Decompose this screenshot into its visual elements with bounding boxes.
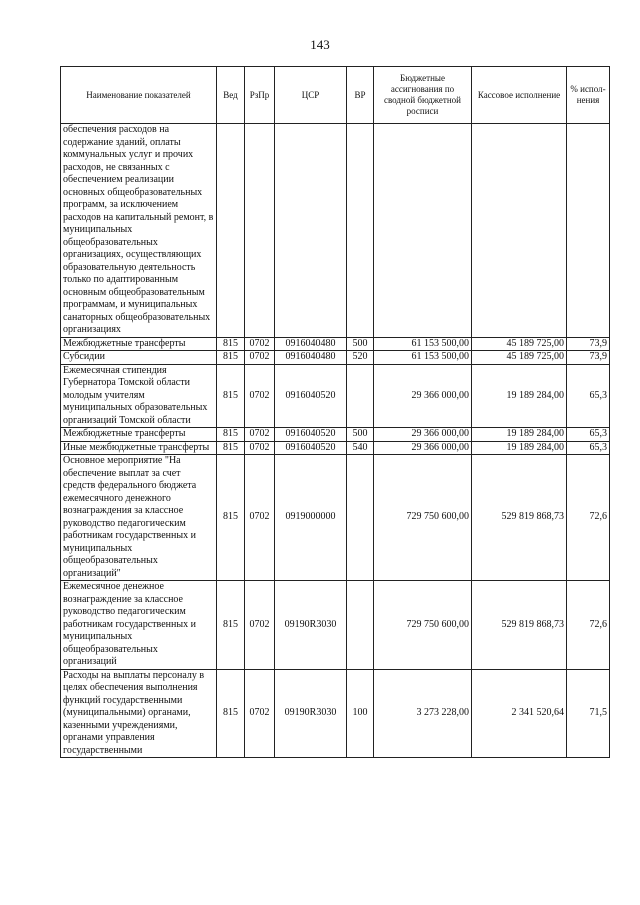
row-ved: 815 — [217, 364, 245, 428]
row-csr: 0916040520 — [275, 441, 347, 455]
row-cash: 529 819 868,73 — [472, 581, 567, 670]
row-vr: 520 — [347, 351, 374, 365]
row-vr — [347, 124, 374, 338]
row-percent: 65,3 — [567, 428, 610, 442]
row-csr — [275, 124, 347, 338]
row-vr: 500 — [347, 337, 374, 351]
table-header-row — [61, 67, 610, 124]
row-csr: 0916040520 — [275, 364, 347, 428]
row-ved: 815 — [217, 669, 245, 758]
row-ved: 815 — [217, 441, 245, 455]
table-row — [61, 428, 610, 442]
row-rzpr: 0702 — [245, 428, 275, 442]
row-csr: 0916040480 — [275, 337, 347, 351]
row-budget: 61 153 500,00 — [374, 337, 472, 351]
table-row — [61, 669, 610, 758]
row-name: Иные межбюджетные трансферты — [61, 441, 217, 455]
row-ved — [217, 124, 245, 338]
header-csr: ЦСР — [275, 67, 347, 124]
row-budget: 729 750 600,00 — [374, 581, 472, 670]
row-percent: 73,9 — [567, 351, 610, 365]
row-name: Межбюджетные трансферты — [61, 428, 217, 442]
row-ved: 815 — [217, 455, 245, 581]
row-percent: 65,3 — [567, 364, 610, 428]
header-rzpr: РзПр — [245, 67, 275, 124]
row-rzpr: 0702 — [245, 364, 275, 428]
row-budget: 3 273 228,00 — [374, 669, 472, 758]
row-cash: 19 189 284,00 — [472, 364, 567, 428]
row-vr: 540 — [347, 441, 374, 455]
row-vr — [347, 581, 374, 670]
row-percent: 73,9 — [567, 337, 610, 351]
row-name: Основное мероприятие "На обеспечение выплат за счет средств федерального бюджета ежемесячного денежного вознаграждения за классное руководство педагогическим работникам государственных и муниципальных общеобразовательных организаций" — [61, 455, 217, 581]
table-row — [61, 441, 610, 455]
row-name: Ежемесячная стипендия Губернатора Томской области молодым учителям муниципальных образовательных организаций Томской области — [61, 364, 217, 428]
row-vr: 500 — [347, 428, 374, 442]
header-cash: Кассовое исполнение — [472, 67, 567, 124]
row-ved: 815 — [217, 337, 245, 351]
table-row — [61, 351, 610, 365]
row-cash — [472, 124, 567, 338]
table-row — [61, 364, 610, 428]
row-percent: 72,6 — [567, 455, 610, 581]
budget-execution-table — [60, 66, 610, 758]
row-rzpr: 0702 — [245, 337, 275, 351]
row-cash: 19 189 284,00 — [472, 428, 567, 442]
row-budget: 29 366 000,00 — [374, 364, 472, 428]
row-rzpr: 0702 — [245, 669, 275, 758]
table-row — [61, 455, 610, 581]
row-budget: 29 366 000,00 — [374, 441, 472, 455]
header-name: Наименование показателей — [61, 67, 217, 124]
row-vr — [347, 364, 374, 428]
header-ved: Вед — [217, 67, 245, 124]
header-percent: % испол-нения — [567, 67, 610, 124]
row-rzpr: 0702 — [245, 581, 275, 670]
row-cash: 2 341 520,64 — [472, 669, 567, 758]
row-csr: 0919000000 — [275, 455, 347, 581]
row-cash: 45 189 725,00 — [472, 351, 567, 365]
row-rzpr: 0702 — [245, 455, 275, 581]
row-cash: 529 819 868,73 — [472, 455, 567, 581]
table-row — [61, 124, 610, 338]
row-budget: 61 153 500,00 — [374, 351, 472, 365]
row-percent: 65,3 — [567, 441, 610, 455]
row-csr: 0916040520 — [275, 428, 347, 442]
row-name: Расходы на выплаты персоналу в целях обеспечения выполнения функций государственными (муниципальными) органами, казенными учреждениями, органами управления государственными — [61, 669, 217, 758]
row-percent: 72,6 — [567, 581, 610, 670]
row-rzpr — [245, 124, 275, 338]
row-vr: 100 — [347, 669, 374, 758]
row-budget: 729 750 600,00 — [374, 455, 472, 581]
table-row — [61, 337, 610, 351]
row-name: Межбюджетные трансферты — [61, 337, 217, 351]
header-vr: ВР — [347, 67, 374, 124]
row-cash: 45 189 725,00 — [472, 337, 567, 351]
row-budget: 29 366 000,00 — [374, 428, 472, 442]
row-csr: 09190R3030 — [275, 669, 347, 758]
row-name: обеспечения расходов на содержание зданий, оплаты коммунальных услуг и прочих расходов, не связанных с обеспечением реализации основных общеобразовательных программ, за исключением расходов на капитальный ремонт, в муниципальных общеобразовательных организациях, осуществляющих образовательную деятельность только по адаптированным основным общеобразовательным программам, и муниципальных санаторных общеобразовательных организациях — [61, 124, 217, 338]
row-vr — [347, 455, 374, 581]
row-percent: 71,5 — [567, 669, 610, 758]
row-ved: 815 — [217, 428, 245, 442]
row-name: Ежемесячное денежное вознаграждение за классное руководство педагогическим работникам государственных и муниципальных общеобразовательных организаций — [61, 581, 217, 670]
row-csr: 0916040480 — [275, 351, 347, 365]
page-number: 143 — [310, 37, 330, 52]
table-row — [61, 581, 610, 670]
row-ved: 815 — [217, 351, 245, 365]
row-csr: 09190R3030 — [275, 581, 347, 670]
row-budget — [374, 124, 472, 338]
header-budget: Бюджетные ассигнования по сводной бюджетной росписи — [374, 67, 472, 124]
row-ved: 815 — [217, 581, 245, 670]
row-percent — [567, 124, 610, 338]
row-name: Субсидии — [61, 351, 217, 365]
row-rzpr: 0702 — [245, 441, 275, 455]
row-rzpr: 0702 — [245, 351, 275, 365]
row-cash: 19 189 284,00 — [472, 441, 567, 455]
